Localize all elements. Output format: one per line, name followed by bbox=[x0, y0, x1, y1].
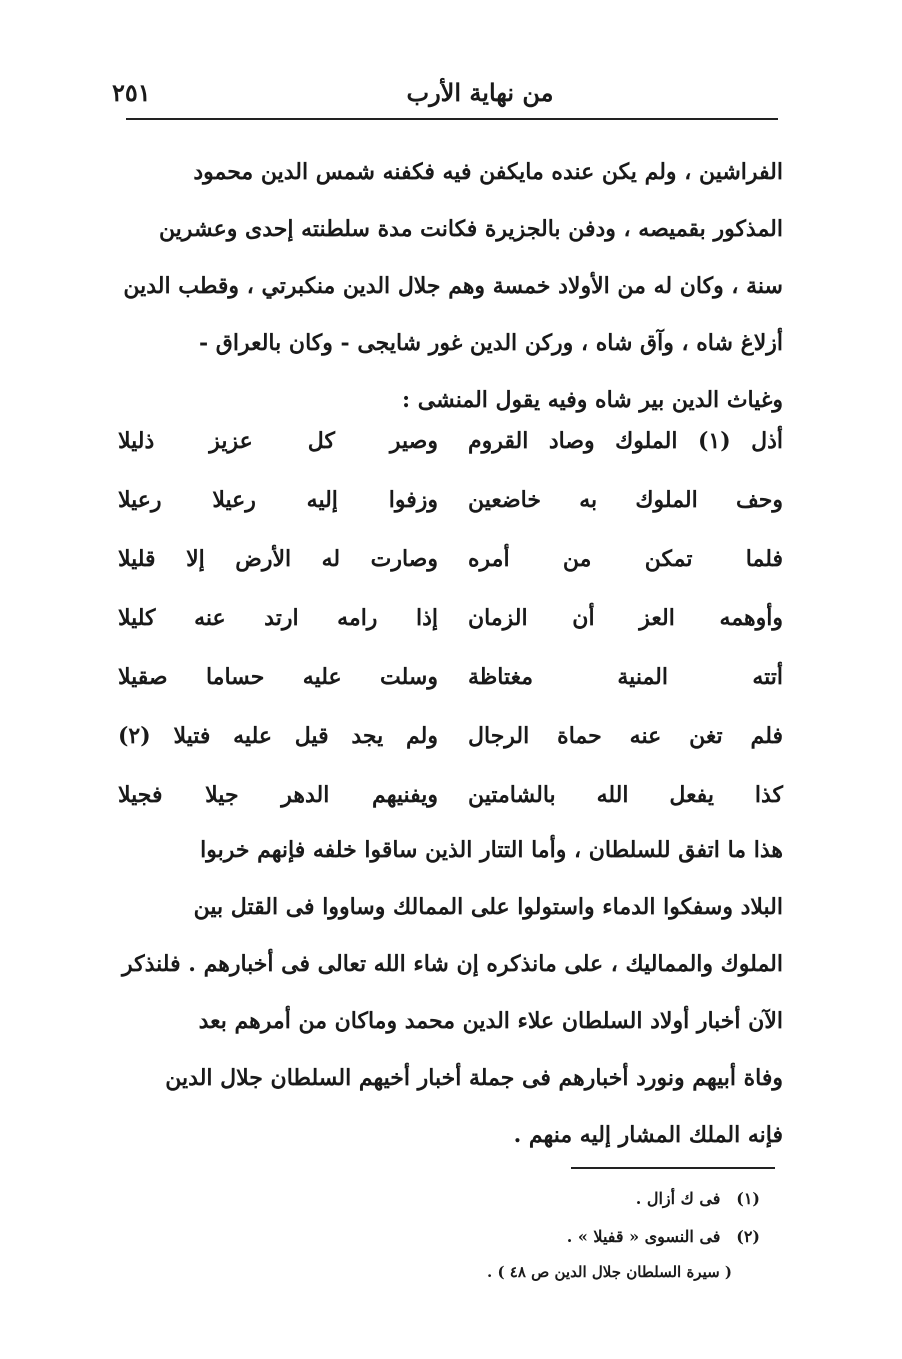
verse bbox=[118, 766, 783, 825]
verse-second-hemistich: ويفنيهم الدهر جيلا فجيلا bbox=[118, 782, 438, 808]
footnotes bbox=[360, 1180, 760, 1288]
verse-first-hemistich: فلم تغن عنه حماة الرجال bbox=[468, 723, 783, 749]
footnote-text: فى ك أزال . bbox=[635, 1189, 721, 1208]
footnote-text: ( سيرة السلطان جلال الدين ص ٤٨ ) . bbox=[487, 1263, 732, 1281]
text-line: وغياث الدين بير شاه وفيه يقول المنشى : bbox=[401, 387, 783, 413]
footnote-continuation bbox=[360, 1256, 760, 1288]
verse-second-hemistich: وصارت له الأرض إلا قليلا bbox=[118, 546, 438, 572]
verse-second-hemistich: وصير كل عزيز ذليلا bbox=[118, 428, 438, 454]
verse bbox=[118, 589, 783, 648]
footnote-number: (١) bbox=[736, 1189, 760, 1208]
text-line: سنة ، وكان له من الأولاد خمسة وهم جلال الدين منكبرتي ، وقطب الدين bbox=[123, 273, 783, 299]
text-line: الملوك والمماليك ، على مانذكره إن شاء الله تعالى فى أخبارهم . فلنذكر bbox=[122, 951, 783, 977]
paragraph-1 bbox=[118, 144, 783, 429]
verse bbox=[118, 648, 783, 707]
verse-first-hemistich: أذل (١) الملوك وصاد القروم bbox=[468, 428, 783, 454]
text-line: هذا ما اتفق للسلطان ، وأما التتار الذين ساقوا خلفه فإنهم خربوا bbox=[200, 837, 783, 863]
footnote-number: (٢) bbox=[736, 1227, 760, 1246]
running-title: من نهاية الأرب bbox=[406, 78, 554, 107]
verse-first-hemistich: وأوهمه العز أن الزمان bbox=[468, 605, 783, 631]
text-line: المذكور بقميصه ، ودفن بالجزيرة فكانت مدة سلطنته إحدى وعشرين bbox=[158, 216, 783, 242]
footnote bbox=[360, 1180, 760, 1218]
verse-second-hemistich: ولم يجد قيل عليه فتيلا (٢) bbox=[118, 723, 438, 749]
header-rule bbox=[126, 118, 778, 120]
paragraph-2 bbox=[118, 822, 783, 1164]
text-line: فإنه الملك المشار إليه منهم . bbox=[513, 1122, 783, 1148]
verse-first-hemistich: وحف الملوك به خاضعين bbox=[468, 487, 783, 513]
verse bbox=[118, 530, 783, 589]
poem bbox=[118, 412, 783, 825]
verse bbox=[118, 412, 783, 471]
verse-second-hemistich: إذا رامه ارتد عنه كليلا bbox=[118, 605, 438, 631]
verse-second-hemistich: وسلت عليه حساما صقيلا bbox=[118, 664, 438, 690]
verse-first-hemistich: كذا يفعل الله بالشامتين bbox=[468, 782, 783, 808]
footnote-text: فى النسوى « قفيلا » . bbox=[566, 1227, 721, 1246]
verse-first-hemistich: أتته المنية مغتاظة bbox=[468, 664, 783, 690]
text-line: الفراشين ، ولم يكن عنده مايكفن فيه فكفنه شمس الدين محمود bbox=[193, 159, 783, 185]
page-number: ٢٥١ bbox=[112, 78, 151, 107]
text-line: البلاد وسفكوا الدماء واستولوا على الممالك وساووا فى القتل بين bbox=[193, 894, 783, 920]
footnote-rule bbox=[571, 1167, 775, 1169]
text-line: وفاة أبيهم ونورد أخبارهم فى جملة أخبار أخيهم السلطان جلال الدين bbox=[165, 1065, 783, 1091]
verse bbox=[118, 471, 783, 530]
text-line: أزلاغ شاه ، وآق شاه ، وركن الدين غور شايجى - وكان بالعراق - bbox=[199, 330, 783, 356]
verse bbox=[118, 707, 783, 766]
verse-second-hemistich: وزفوا إليه رعيلا رعيلا bbox=[118, 487, 438, 513]
text-line: الآن أخبار أولاد السلطان علاء الدين محمد وماكان من أمرهم بعد bbox=[198, 1008, 783, 1034]
verse-first-hemistich: فلما تمكن من أمره bbox=[468, 546, 783, 572]
footnote bbox=[360, 1218, 760, 1256]
